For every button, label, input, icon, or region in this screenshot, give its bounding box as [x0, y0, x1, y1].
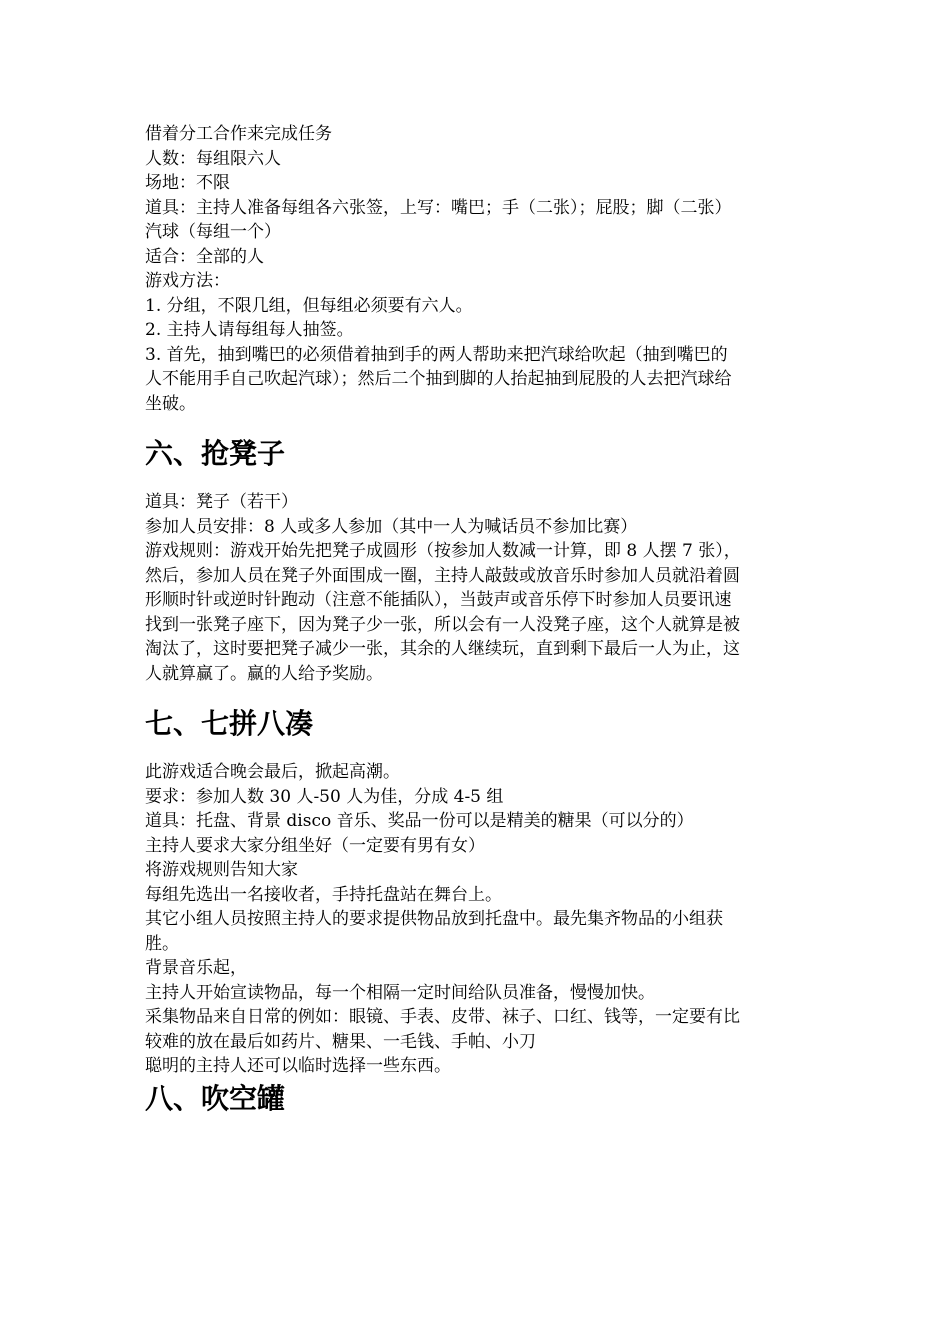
text-line: 采集物品来自日常的例如：眼镜、手表、皮带、袜子、口红、钱等，一定要有比	[145, 1007, 740, 1027]
text-line: 2. 主持人请每组每人抽签。	[145, 320, 354, 340]
section-6-body	[145, 490, 835, 686]
text-line: 道具：托盘、背景 disco 音乐、奖品一份可以是精美的糖果（可以分的）	[145, 811, 694, 831]
text-line: 游戏方法：	[145, 271, 230, 291]
text-line: 淘汰了，这时要把凳子减少一张，其余的人继续玩，直到剩下最后一人为止，这	[145, 639, 740, 659]
text-line: 参加人员安排：8 人或多人参加（其中一人为喊话员不参加比赛）	[145, 516, 638, 537]
text-line: 较难的放在最后如药片、糖果、一毛钱、手帕、小刀	[145, 1031, 536, 1052]
text-line: 人数：每组限六人	[145, 148, 281, 169]
text-line: 背景音乐起，	[145, 958, 247, 978]
text-line: 找到一张凳子座下，因为凳子少一张，所以会有一人没凳子座，这个人就算是被	[145, 614, 740, 635]
document-page	[145, 122, 835, 1117]
section-5-body	[145, 122, 835, 416]
text-line: 形顺时针或逆时针跑动（注意不能插队），当鼓声或音乐停下时参加人员要讯速	[145, 590, 732, 610]
text-line: 然后，参加人员在凳子外面围成一圈，主持人敲鼓或放音乐时参加人员就沿着圆	[145, 565, 740, 586]
text-line: 人不能用手自己吹起汽球）；然后二个抽到脚的人抬起抽到屁股的人去把汽球给	[145, 369, 732, 389]
text-line: 胜。	[145, 933, 179, 954]
text-line: 此游戏适合晚会最后，掀起高潮。	[145, 762, 400, 782]
text-line: 1. 分组，不限几组，但每组必须要有六人。	[145, 295, 473, 316]
text-line: 将游戏规则告知大家	[145, 860, 298, 880]
section-7-heading: 七、七拼八凑	[145, 707, 314, 740]
text-line: 主持人开始宣读物品，每一个相隔一定时间给队员准备，慢慢加快。	[145, 982, 655, 1003]
text-line: 道具：主持人准备每组各六张签，上写：嘴巴；手（二张）；屁股；脚（二张）	[145, 197, 732, 218]
text-line: 人就算赢了。赢的人给予奖励。	[145, 663, 383, 684]
section-7-body	[145, 760, 835, 1079]
text-line: 聪明的主持人还可以临时选择一些东西。	[145, 1056, 451, 1076]
text-line: 3. 首先，抽到嘴巴的必须借着抽到手的两人帮助来把汽球给吹起（抽到嘴巴的	[145, 344, 728, 365]
text-line: 适合：全部的人	[145, 246, 264, 267]
text-line: 汽球（每组一个）	[145, 222, 281, 242]
section-8-heading: 八、吹空罐	[145, 1081, 286, 1115]
text-line: 坐破。	[145, 393, 196, 414]
text-line: 其它小组人员按照主持人的要求提供物品放到托盘中。最先集齐物品的小组获	[145, 909, 723, 929]
text-line: 借着分工合作来完成任务	[145, 124, 332, 144]
text-line: 主持人要求大家分组坐好（一定要有男有女）	[145, 835, 485, 856]
text-line: 道具：凳子（若干）	[145, 492, 298, 512]
text-line: 游戏规则：游戏开始先把凳子成圆形（按参加人数减一计算，即 8 人摆 7 张），	[145, 541, 741, 561]
text-line: 场地：不限	[145, 173, 230, 193]
text-line: 要求：参加人数 30 人-50 人为佳，分成 4-5 组	[145, 786, 504, 807]
text-line: 每组先选出一名接收者，手持托盘站在舞台上。	[145, 884, 502, 905]
section-6-heading: 六、抢凳子	[145, 437, 286, 470]
